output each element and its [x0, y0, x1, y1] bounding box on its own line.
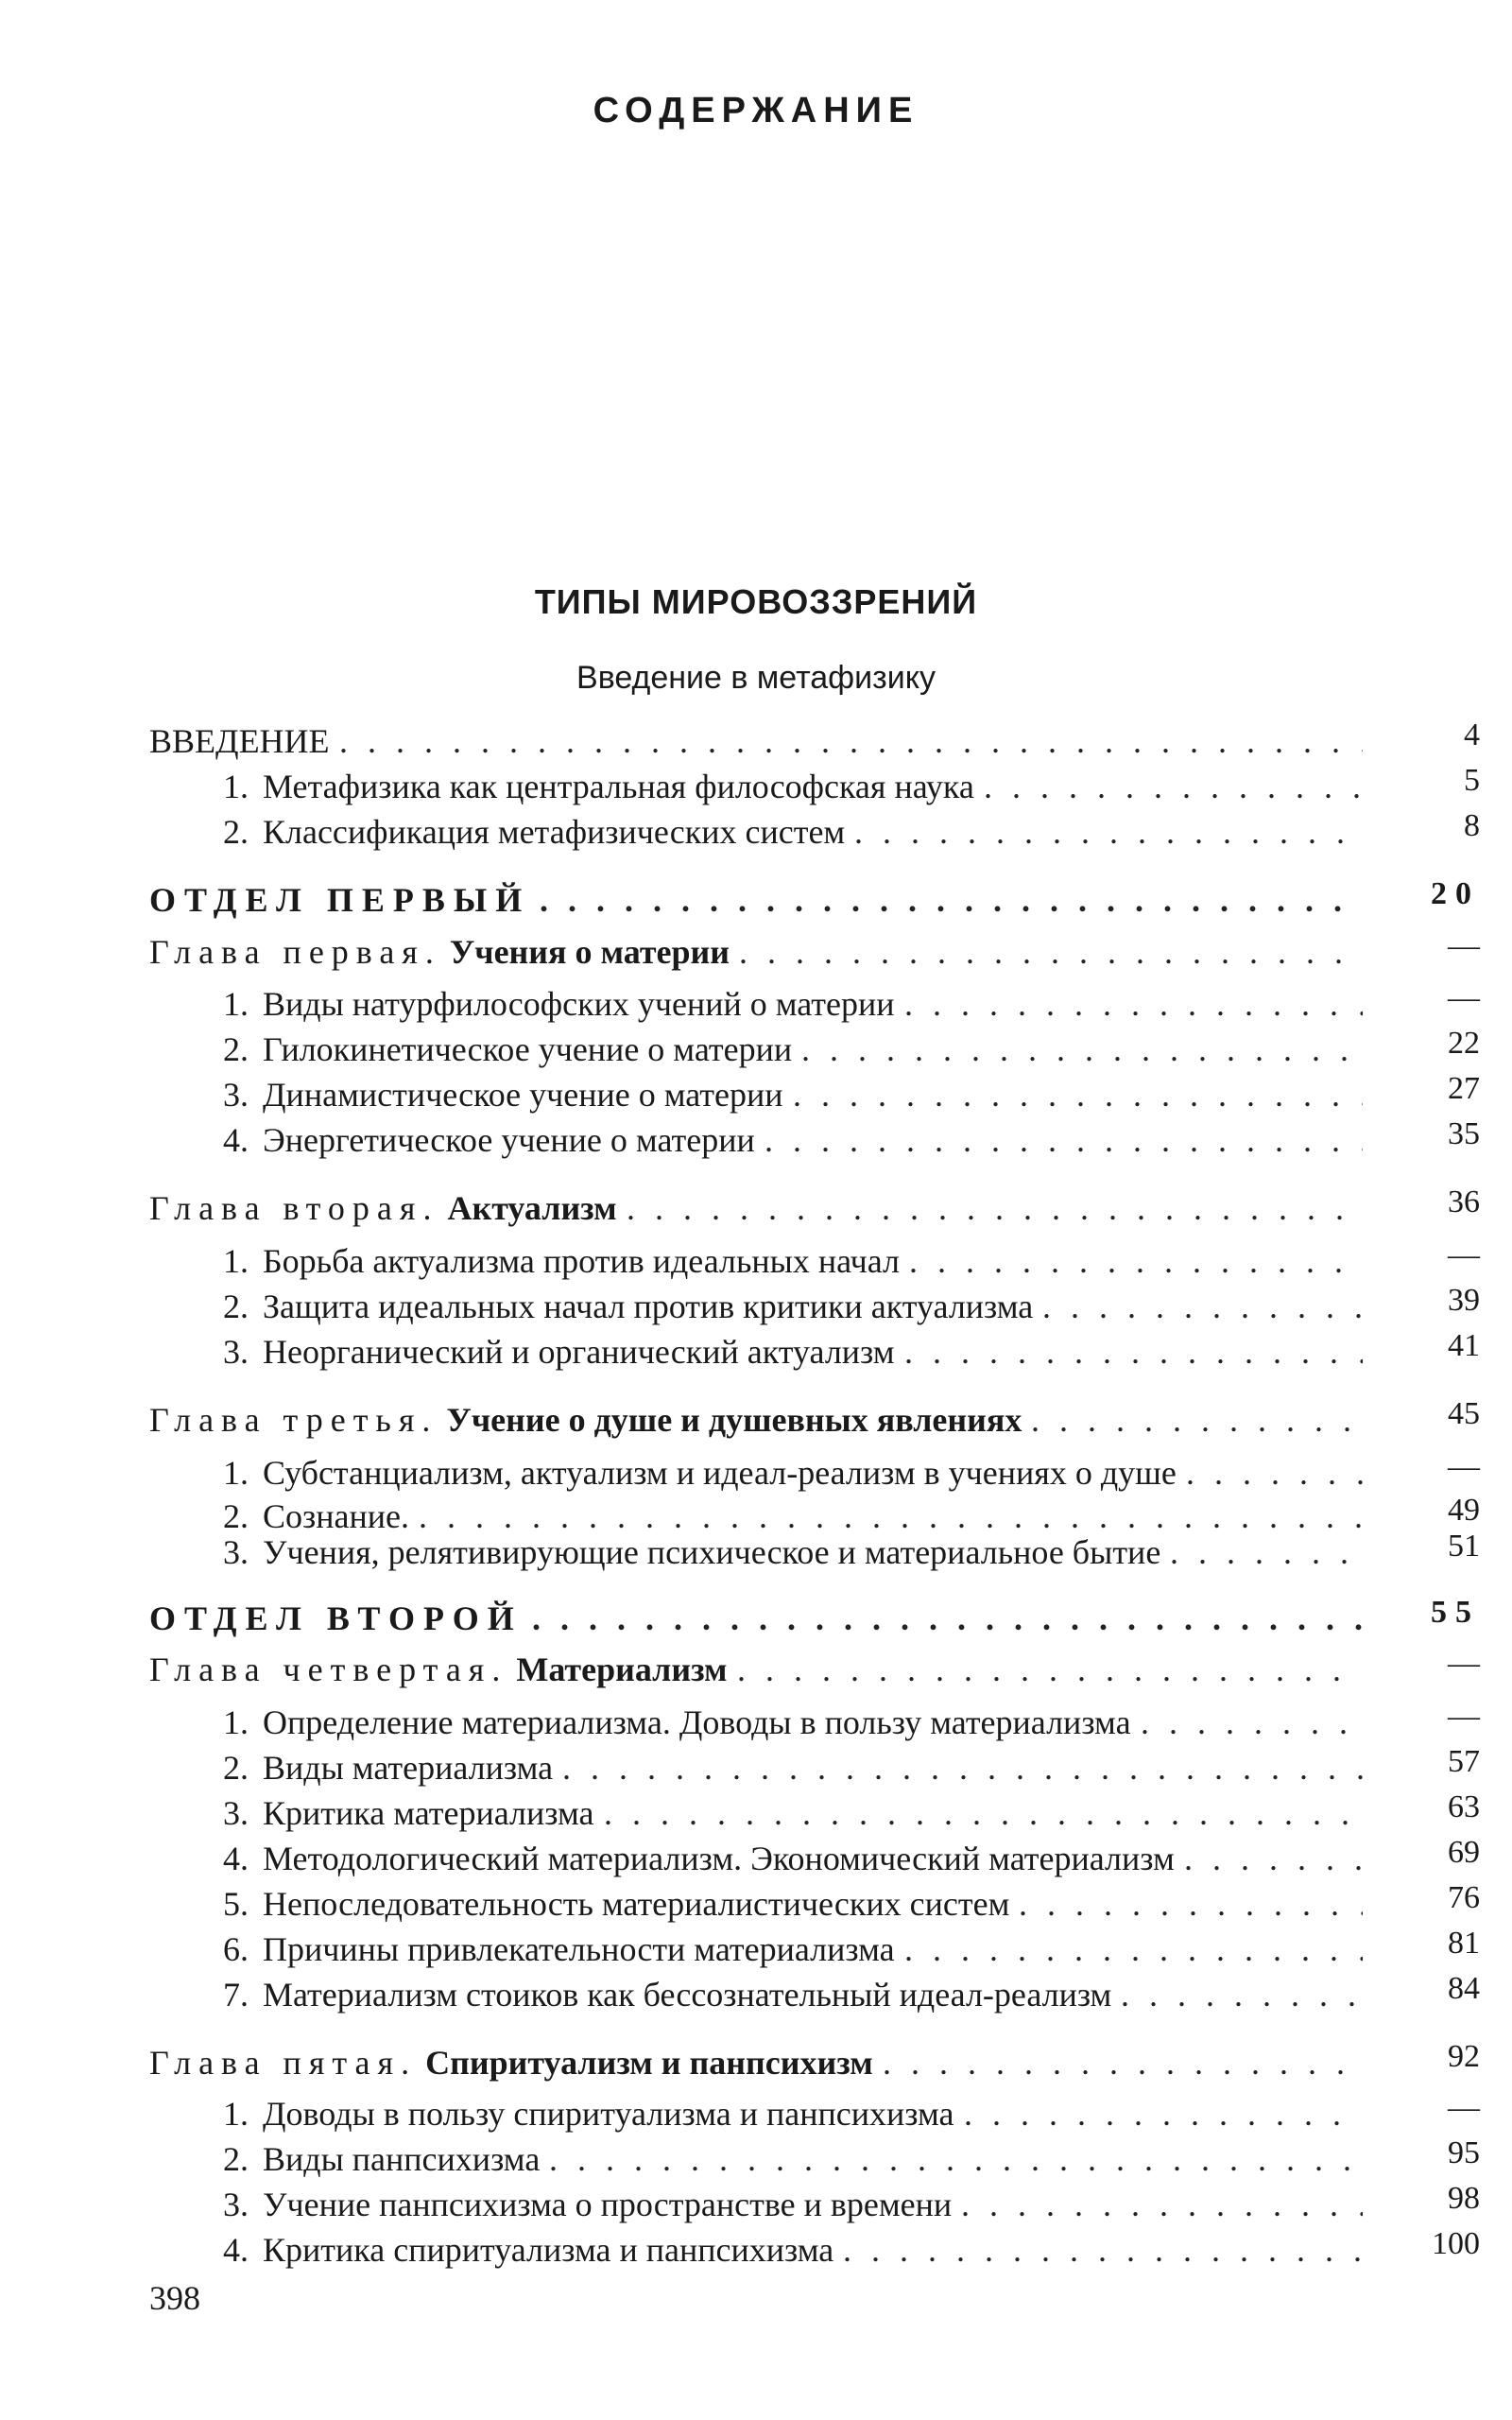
toc-entry-number: 2.: [223, 1749, 249, 1787]
toc-entry-number: 3.: [223, 1076, 249, 1114]
toc-entry: [149, 876, 1480, 921]
dot-leader: [801, 1028, 1363, 1070]
toc-page-number: 76: [1448, 1880, 1480, 1915]
toc-page-number: 51: [1448, 1529, 1480, 1564]
toc-entry-label: Определение материализма. Доводы в пользу материализма: [263, 1703, 1131, 1741]
toc-page-number: 92: [1448, 2039, 1480, 2074]
dot-leader: [1042, 1286, 1363, 1327]
toc-entry-title: [223, 983, 895, 1025]
dot-leader: [843, 2229, 1363, 2271]
toc-entry-title: [223, 1074, 783, 1115]
toc-entry-title: [223, 1928, 895, 1970]
toc-page-number: 27: [1448, 1071, 1480, 1106]
dot-leader: [737, 1649, 1363, 1690]
toc-page-number: 98: [1448, 2181, 1480, 2216]
toc-entry: [149, 2090, 1480, 2135]
toc-entry-label: Учение панпсихизма о пространстве и времени: [263, 2186, 953, 2223]
dot-leader: [739, 931, 1363, 973]
toc-entry-title: [223, 1531, 1160, 1573]
toc-entry: [149, 1328, 1480, 1373]
dot-leader: [1170, 1531, 1363, 1573]
toc-entry-label: Динамистическое учение о материи: [263, 1076, 783, 1114]
toc-page-number: 57: [1448, 1744, 1480, 1779]
chapter-title: Учение о душе и душевных явлениях: [446, 1401, 1022, 1439]
toc-entry-label: Критика материализма: [263, 1794, 594, 1832]
toc-entry-title: [149, 1399, 1022, 1441]
toc-entry-label: Неорганический и органический актуализм: [263, 1333, 895, 1371]
toc-page-number: 22: [1448, 1026, 1480, 1061]
toc-entry-title: [223, 811, 845, 853]
toc-entry: [149, 2181, 1480, 2225]
toc-entry-label: Классификация метафизических систем: [263, 813, 846, 851]
toc-entry-number: 4.: [223, 1840, 249, 1877]
toc-entry: [149, 928, 1480, 973]
toc-page-number: 69: [1448, 1835, 1480, 1870]
toc-page-number: 35: [1448, 1116, 1480, 1151]
toc-entry-label: Субстанциализм, актуализм и идеал-реализм в учениях о душе: [263, 1454, 1177, 1492]
toc-entry-title: [149, 720, 330, 762]
chapter-title: Материализм: [516, 1651, 728, 1688]
toc-entry-title: [223, 2229, 833, 2271]
toc-entry-label: Виды материализма: [263, 1749, 554, 1787]
toc-page-number: 55: [1431, 1595, 1480, 1630]
contents-heading: СОДЕРЖАНИЕ: [593, 91, 919, 130]
page-folio: 398: [149, 2279, 200, 2317]
toc-page-number: 41: [1448, 1328, 1480, 1363]
toc-entry-title: [223, 1028, 792, 1070]
dot-leader: [854, 811, 1363, 853]
chapter-title: Спиритуализм и панпсихизм: [425, 2044, 873, 2082]
toc-page-number: —: [1448, 1699, 1480, 1734]
toc-entry-label: Непоследовательность материалистических систем: [263, 1885, 1010, 1923]
toc-entry-label: Причины привлекательности материализма: [263, 1930, 895, 1968]
chapter-prefix: Глава вторая.: [149, 1189, 439, 1227]
toc-entry-number: 1.: [223, 2095, 249, 2133]
toc-entry-title: [223, 1883, 1009, 1925]
toc-entry: [149, 2226, 1480, 2271]
toc-entry-number: 2.: [223, 1288, 249, 1325]
toc-entry-number: 3.: [223, 1533, 249, 1571]
toc-entry: [149, 1028, 1480, 1070]
toc-page-number: —: [1448, 1237, 1480, 1272]
toc-entry-title: [223, 2184, 952, 2225]
toc-entry-number: 1.: [223, 985, 249, 1023]
dot-leader: [1031, 1399, 1363, 1441]
toc-entry-title: [149, 1649, 728, 1690]
toc-entry-number: 1.: [223, 1242, 249, 1280]
toc-page-number: 95: [1448, 2135, 1480, 2170]
toc-page-number: 36: [1448, 1184, 1480, 1219]
toc-page-number: 81: [1448, 1926, 1480, 1961]
toc-entry: [149, 980, 1480, 1025]
toc-entry-title: [223, 766, 974, 807]
toc-entry: [149, 717, 1480, 762]
department-title: ОТДЕЛ ПЕРВЫЙ: [149, 881, 531, 919]
toc-entry-title: [149, 1187, 617, 1229]
toc-entry-title: [223, 2138, 540, 2180]
toc-page-number: 45: [1448, 1396, 1480, 1431]
toc-entry: [149, 1184, 1480, 1229]
dot-leader: [562, 1747, 1363, 1789]
toc-entry-label: Материализм стоиков как бессознательный идеал-реализм: [263, 1976, 1112, 2014]
chapter-prefix: Глава пятая.: [149, 2044, 418, 2082]
toc-entry-number: 2.: [223, 1497, 249, 1535]
toc-entry: [149, 2039, 1480, 2083]
toc-entry: [149, 1531, 1480, 1573]
toc-page-number: 84: [1448, 1971, 1480, 2006]
toc-entry-title: [223, 2093, 954, 2135]
toc-entry-title: [149, 2042, 873, 2083]
dot-leader: [793, 1074, 1363, 1115]
toc-page-number: 39: [1448, 1283, 1480, 1318]
dot-leader: [904, 1331, 1363, 1373]
toc-entry-title: [223, 1452, 1177, 1494]
toc-entry: [149, 1071, 1480, 1115]
toc-entry: [149, 1646, 1480, 1690]
toc-entry-label: Борьба актуализма против идеальных начал: [263, 1242, 900, 1280]
dot-leader: [961, 2184, 1363, 2225]
dot-leader: [549, 2138, 1363, 2180]
toc-entry-number: 1.: [223, 1703, 249, 1741]
chapter-title: Актуализм: [447, 1189, 617, 1227]
toc-entry-label: Защита идеальных начал против критики актуализма: [263, 1288, 1034, 1325]
toc-entry-label: Гилокинетическое учение о материи: [263, 1030, 793, 1068]
chapter-prefix: Глава четвертая.: [149, 1651, 508, 1688]
toc-entry-number: 1.: [223, 1454, 249, 1492]
dot-leader: [904, 983, 1363, 1025]
toc-entry-number: 5.: [223, 1885, 249, 1923]
dot-leader: [339, 720, 1363, 762]
dot-leader: [604, 1792, 1363, 1834]
toc-entry: [149, 1283, 1480, 1327]
toc-entry-label: Виды натурфилософских учений о материи: [263, 985, 895, 1023]
dot-leader: [540, 879, 1363, 921]
toc-entry-label: Доводы в пользу спиритуализма и панпсихизма: [263, 2095, 954, 2133]
dot-leader: [627, 1187, 1363, 1229]
toc-entry: [149, 1744, 1480, 1789]
toc-entry: [149, 1396, 1480, 1441]
toc-page-number: —: [1448, 1449, 1480, 1484]
dot-leader: [883, 2042, 1363, 2083]
toc-entry-number: 4.: [223, 1121, 249, 1159]
toc-entry: [149, 1699, 1480, 1743]
toc-entry: [149, 1880, 1480, 1925]
toc-entry-label: Учения, релятивирующие психическое и материальное бытие: [263, 1533, 1161, 1571]
chapter-title: Учения о материи: [449, 933, 730, 971]
toc-entry: [149, 1116, 1480, 1161]
toc-entry: [149, 1595, 1480, 1639]
section-title: ВВЕДЕНИЕ: [149, 722, 330, 760]
toc-entry-title: [223, 1792, 594, 1834]
part-subtitle: Введение в метафизику: [576, 660, 936, 696]
dot-leader: [1141, 1702, 1363, 1743]
toc-entry-label: Методологический материализм. Экономический материализм: [263, 1840, 1175, 1877]
dot-leader: [1186, 1452, 1363, 1494]
toc-entry-title: [223, 1838, 1175, 1879]
part-title: ТИПЫ МИРОВОЗЗРЕНИЙ: [534, 582, 978, 621]
toc-entry-title: [223, 1240, 900, 1282]
toc-entry: [149, 808, 1480, 853]
toc-entry-number: 3.: [223, 2186, 249, 2223]
toc-entry-number: 3.: [223, 1333, 249, 1371]
toc-entry-label: Критика спиритуализма и панпсихизма: [263, 2231, 834, 2269]
toc-entry-title: [149, 879, 530, 921]
toc-page-number: 20: [1431, 876, 1480, 911]
toc-page-number: —: [1448, 980, 1480, 1015]
toc-entry-number: 7.: [223, 1976, 249, 2014]
toc-entry-label: Энергетическое учение о материи: [263, 1121, 755, 1159]
toc-entry-title: [223, 1331, 895, 1373]
toc-entry: [149, 2135, 1480, 2180]
toc-page-number: —: [1448, 2090, 1480, 2125]
toc-entry-title: [223, 1747, 553, 1789]
toc-page-number: —: [1448, 1646, 1480, 1681]
toc-entry-title: [223, 1974, 1111, 2015]
toc-page-number: —: [1448, 928, 1480, 963]
toc-page-number: 4: [1464, 717, 1480, 752]
toc-entry-number: 2.: [223, 1030, 249, 1068]
toc-entry: [149, 1789, 1480, 1834]
toc-entry-title: [223, 1702, 1131, 1743]
department-title: ОТДЕЛ ВТОРОЙ: [149, 1599, 523, 1637]
dot-leader: [1121, 1974, 1363, 2015]
dot-leader: [904, 1928, 1363, 1970]
toc-entry: [149, 763, 1480, 807]
dot-leader: [964, 2093, 1363, 2135]
dot-leader: [1019, 1883, 1363, 1925]
toc-entry-number: 3.: [223, 1794, 249, 1832]
toc-entry-title: [223, 1119, 755, 1161]
dot-leader: [532, 1598, 1363, 1639]
toc-page-number: 5: [1464, 763, 1480, 798]
toc-page-number: 63: [1448, 1789, 1480, 1824]
toc-entry-number: 4.: [223, 2231, 249, 2269]
toc-entry-number: 2.: [223, 813, 249, 851]
toc-entry-title: [149, 1598, 523, 1639]
toc-entry: [149, 1835, 1480, 1879]
dot-leader: [1184, 1838, 1363, 1879]
toc-entry: [149, 1928, 1480, 1970]
toc-page-number: 8: [1464, 808, 1480, 843]
dot-leader: [765, 1119, 1363, 1161]
toc-entry-label: Виды панпсихизма: [263, 2140, 541, 2178]
toc-entry: [149, 1237, 1480, 1282]
toc-entry-title: [149, 931, 730, 973]
toc-page-number: 49: [1448, 1493, 1480, 1528]
dot-leader: [984, 766, 1363, 807]
toc-entry-label: Метафизика как центральная философская наука: [263, 768, 974, 805]
chapter-prefix: Глава первая.: [149, 933, 441, 971]
toc-entry: [149, 1449, 1480, 1494]
toc-entry-title: [223, 1286, 1033, 1327]
toc-entry-number: 1.: [223, 768, 249, 805]
dot-leader: [909, 1240, 1363, 1282]
toc-entry-number: 2.: [223, 2140, 249, 2178]
toc-entry: [149, 1971, 1480, 2015]
chapter-prefix: Глава третья.: [149, 1401, 438, 1439]
toc-page-number: 100: [1432, 2226, 1480, 2261]
toc-entry-number: 6.: [223, 1930, 249, 1968]
toc-entry-label: Сознание.: [263, 1497, 409, 1535]
